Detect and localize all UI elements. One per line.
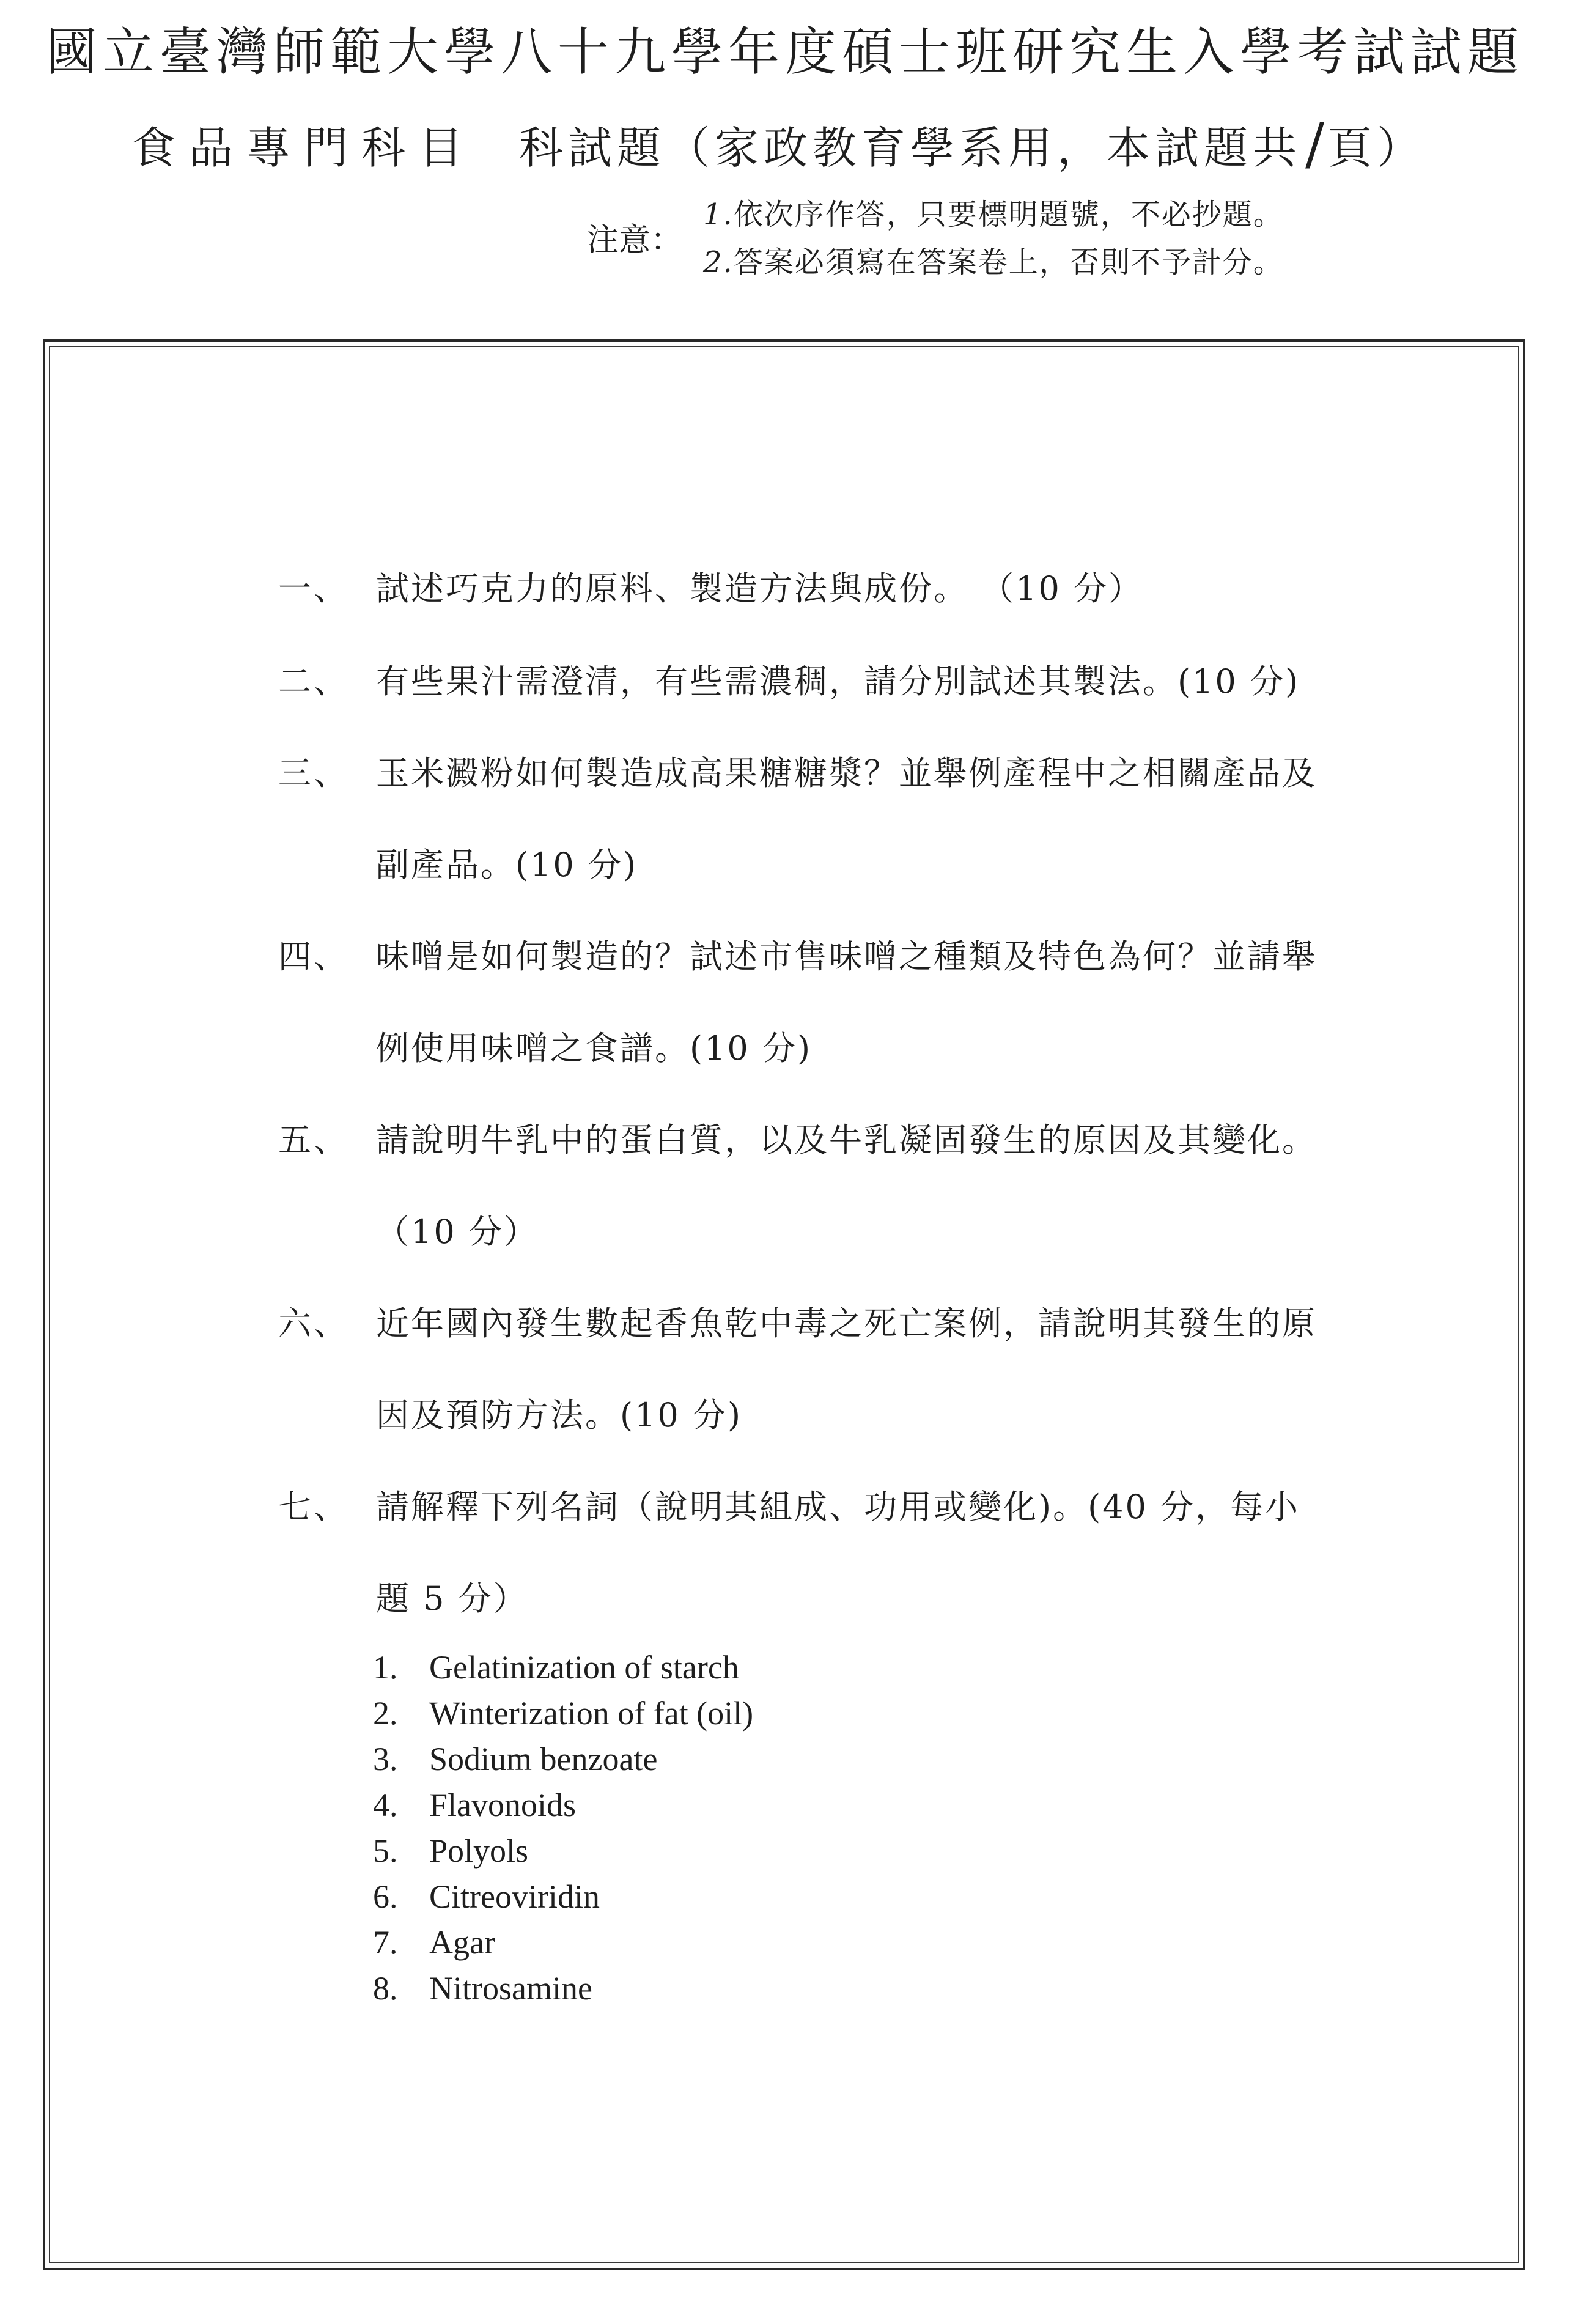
exam-subtitle bbox=[131, 111, 1426, 177]
question-text: 試述巧克力的原料、製造方法與成份。 （10 分） bbox=[376, 569, 1144, 608]
question-text-continued: 題 5 分） bbox=[376, 1579, 528, 1618]
term-number: 7. bbox=[373, 1924, 398, 1961]
subject-name: 食品專門科目 bbox=[131, 122, 477, 174]
question-text: 近年國內發生數起香魚乾中毒之死亡案例，請說明其發生的原 bbox=[376, 1304, 1317, 1343]
list-item bbox=[373, 1920, 753, 1966]
question-text-continued: （10 分） bbox=[376, 1212, 539, 1251]
question-number: 一、 bbox=[278, 569, 349, 608]
note-item bbox=[703, 191, 1284, 233]
question-number: 六、 bbox=[278, 1304, 349, 1343]
question-number: 二、 bbox=[278, 662, 349, 701]
term-number: 8. bbox=[373, 1970, 398, 2007]
term-text: Flavonoids bbox=[429, 1787, 577, 1823]
term-text: Nitrosamine bbox=[429, 1970, 592, 2007]
list-item bbox=[373, 1736, 753, 1782]
question-number: 五、 bbox=[278, 1121, 349, 1159]
question-text: 請說明牛乳中的蛋白質，以及牛乳凝固發生的原因及其變化。 bbox=[376, 1121, 1317, 1159]
question-text-continued: 例使用味噌之食譜。(10 分) bbox=[376, 1029, 813, 1068]
question-text: 請解釋下列名詞（說明其組成、功用或變化)。(40 分，每小 bbox=[376, 1488, 1300, 1526]
term-text: Winterization of fat (oil) bbox=[429, 1695, 754, 1732]
term-number: 2. bbox=[373, 1695, 398, 1732]
term-text: Gelatinization of starch bbox=[429, 1649, 739, 1686]
question-text: 味噌是如何製造的？試述市售味噌之種類及特色為何？並請舉 bbox=[376, 937, 1317, 976]
notes-label: 注意： bbox=[587, 222, 683, 259]
term-number: 1. bbox=[373, 1649, 398, 1686]
list-item bbox=[373, 1691, 753, 1736]
note-text: 答案必須寫在答案卷上，否則不予計分。 bbox=[733, 245, 1284, 279]
note-number: 2. bbox=[703, 245, 734, 279]
question-number: 四、 bbox=[278, 937, 349, 976]
term-text: Citreoviridin bbox=[429, 1878, 600, 1915]
question-number: 七、 bbox=[278, 1488, 349, 1526]
question-text-continued: 副產品。(10 分) bbox=[376, 846, 638, 884]
list-item bbox=[373, 1874, 753, 1920]
exam-title: 國立臺灣師範大學八十九學年度碩士班研究生入學考試試題 bbox=[45, 22, 1524, 82]
term-number: 6. bbox=[373, 1878, 398, 1915]
exam-notes bbox=[587, 191, 1455, 282]
term-number: 3. bbox=[373, 1741, 398, 1777]
terms-list bbox=[373, 1645, 753, 2012]
department-info: 科試題（家政教育學系用，本試題共 bbox=[519, 122, 1302, 174]
list-item bbox=[373, 1828, 753, 1874]
question-number: 三、 bbox=[278, 754, 349, 792]
list-item bbox=[373, 1645, 753, 1691]
question-text: 玉米澱粉如何製造成高果糖糖漿？並舉例產程中之相關產品及 bbox=[376, 754, 1317, 792]
term-text: Agar bbox=[429, 1924, 495, 1961]
question-text-continued: 因及預防方法。(10 分) bbox=[376, 1396, 743, 1434]
subtitle-end: 頁） bbox=[1328, 122, 1426, 174]
page-count: / bbox=[1305, 111, 1325, 177]
term-number: 5. bbox=[373, 1832, 398, 1869]
term-text: Sodium benzoate bbox=[429, 1741, 658, 1777]
note-text: 依次序作答，只要標明題號，不必抄題。 bbox=[733, 197, 1284, 232]
question-text: 有些果汁需澄清，有些需濃稠，請分別試述其製法。(10 分) bbox=[376, 662, 1300, 701]
list-item bbox=[373, 1966, 753, 2012]
note-number: 1. bbox=[703, 197, 734, 232]
term-text: Polyols bbox=[429, 1832, 529, 1869]
note-item bbox=[703, 238, 1284, 281]
term-number: 4. bbox=[373, 1787, 398, 1823]
list-item bbox=[373, 1782, 753, 1828]
